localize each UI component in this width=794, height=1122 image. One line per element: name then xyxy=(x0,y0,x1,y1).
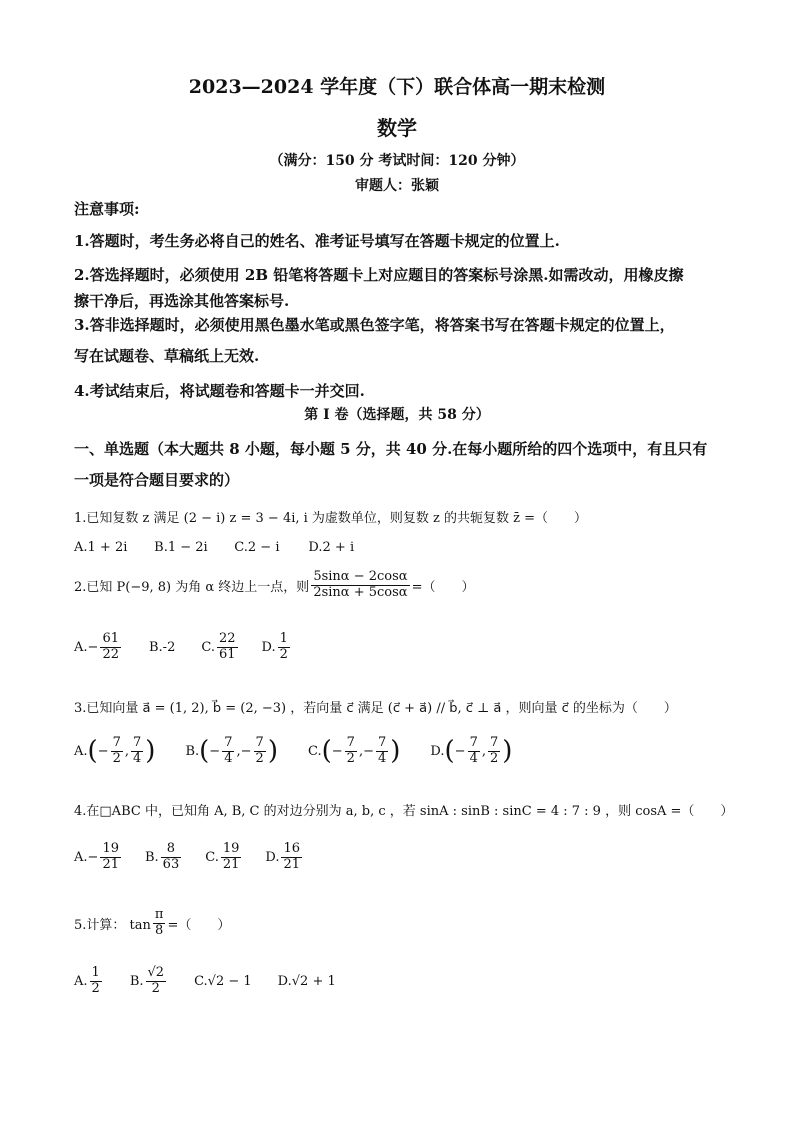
q3-a-frac2 xyxy=(131,736,143,767)
q3-a-n2: 7 xyxy=(133,735,142,750)
q2-stem-pre: 2.已知 P(−9, 8) 为角 α 终边上一点，则 xyxy=(74,579,310,595)
q5-option-b-label: B. xyxy=(129,973,144,989)
q4-options xyxy=(74,842,304,873)
q4-d-den: 21 xyxy=(283,856,301,872)
q4-option-d xyxy=(281,842,302,873)
q2-stem xyxy=(74,570,474,601)
q3-options: A. ( − $\frac{7}{2}$ , $\frac{7}{4}$ ) B. ( − $\frac{7}{4}$ , − $\frac{7}{2}$ ) C. ( − $\frac{7}{2}$ , − $\frac{7}{4}$ ) D. ( − $\frac{7}{4}$ , $\frac{7}{2}$ ) xyxy=(74,735,513,767)
q4-a-num: 19 xyxy=(102,841,119,856)
q5-option-a-label: A. xyxy=(74,973,88,989)
q2-fraction-num: 5sinα − 2cosα xyxy=(313,569,408,584)
q3-d-d1: 4 xyxy=(469,750,478,766)
note-4: 4.考试结束后，将试题卷和答题卡一并交回. xyxy=(74,382,365,400)
q2-fraction xyxy=(311,570,409,601)
q3-option-a-label: A. xyxy=(74,743,88,759)
q1-options xyxy=(74,540,354,555)
q3-c-sign2: − xyxy=(363,743,374,759)
q2-options xyxy=(74,632,292,663)
q4-a-den: 21 xyxy=(102,856,119,872)
q4-c-den: 21 xyxy=(222,856,240,872)
q3-d-lparen: ( xyxy=(444,736,455,767)
part-1-heading: 第 I 卷（选择题，共 58 分） xyxy=(304,407,490,423)
q3-d-frac1 xyxy=(468,736,480,767)
q5-a-num: 1 xyxy=(91,965,100,980)
q5-option-d: D.√2 + 1 xyxy=(277,973,336,989)
q3-b-n1: 7 xyxy=(224,735,233,750)
q3-option-d-label: D. xyxy=(430,743,445,759)
reviewer: 审题人：张颖 xyxy=(355,178,439,194)
section-1-line-1: 一、单选题（本大题共 8 小题，每小题 5 分，共 40 分.在每小题所给的四个选项中，有且只有 xyxy=(74,440,708,458)
subject-title: 数学 xyxy=(377,116,417,140)
q3-a-frac1 xyxy=(111,736,123,767)
q2-d-num: 1 xyxy=(279,631,288,646)
note-2a: 2.答选择题时，必须使用 2B 铅笔将答题卡上对应题目的答案标号涂黑.如需改动，用橡皮擦 xyxy=(74,266,684,284)
q3-a-n1: 7 xyxy=(112,735,121,750)
note-2b: 擦干净后，再选涂其他答案标号. xyxy=(74,292,290,310)
q5-option-c: C.√2 − 1 xyxy=(194,973,252,989)
q5-fraction-den: 8 xyxy=(155,922,164,938)
q3-b-sign2: − xyxy=(240,743,252,759)
q1-option-b: B.1 − 2i xyxy=(154,540,208,555)
q2-fraction-den: 2sinα + 5cosα xyxy=(313,584,408,600)
q2-option-a-label: A. xyxy=(74,639,88,655)
q2-option-d-label: D. xyxy=(261,639,276,655)
q3-stem: 3.已知向量 a⃗ = (1, 2), b⃗ = (2, −3) ，若向量 c⃗ 满足 (c⃗ + a⃗) // b⃗, c⃗ ⊥ a⃗ ，则向量 c⃗ 的坐标为（ ） xyxy=(74,701,677,716)
q1-option-d: D.2 + i xyxy=(308,540,355,555)
q3-c-n2: 7 xyxy=(377,735,387,750)
q2-option-a xyxy=(100,632,121,663)
q3-a-sign1: − xyxy=(97,743,109,759)
q4-stem: 4.在□ABC 中，已知角 A, B, C 的对边分别为 a, b, c ，若 sinA : sinB : sinC = 4 : 7 : 9 ，则 cosA =（ ） xyxy=(74,804,734,819)
q3-c-frac2 xyxy=(376,736,388,767)
q4-c-num: 19 xyxy=(222,841,240,856)
q3-c-lparen: ( xyxy=(321,736,332,767)
q3-d-d2: 2 xyxy=(490,750,499,766)
exam-meta: （满分：150 分 考试时间：120 分钟） xyxy=(269,153,525,169)
q3-d-sign1: − xyxy=(454,743,466,759)
q5-option-b xyxy=(146,966,167,997)
q3-b-d2: 2 xyxy=(255,750,264,766)
q3-b-lparen: ( xyxy=(199,736,210,767)
q4-d-num: 16 xyxy=(283,841,301,856)
q3-d-frac2 xyxy=(488,736,500,767)
q4-b-den: 63 xyxy=(162,856,180,872)
q2-d-den: 2 xyxy=(279,646,288,662)
q5-stem xyxy=(74,908,230,939)
q3-c-d1: 2 xyxy=(346,750,355,766)
q4-option-c-label: C. xyxy=(205,849,219,865)
q1-stem: 1.已知复数 z 满足 (2 − i) z = 3 − 4i, i 为虚数单位，则复数 z 的共轭复数 z̄ =（ ） xyxy=(74,511,588,526)
q3-b-d1: 4 xyxy=(224,750,233,766)
q4-option-a-label: A. xyxy=(74,849,88,865)
q4-option-a xyxy=(100,842,121,873)
q5-b-den: 2 xyxy=(151,980,160,996)
q3-option-c-label: C. xyxy=(307,743,322,759)
q3-b-rparen: ) xyxy=(267,736,278,767)
q3-d-n1: 7 xyxy=(469,735,478,750)
q1-option-c: C.2 − i xyxy=(234,540,280,555)
q4-option-d-label: D. xyxy=(265,849,280,865)
q5-b-num: √2 xyxy=(147,965,165,980)
q2-option-d xyxy=(278,632,290,663)
q2-stem-post: =（ ） xyxy=(411,579,475,595)
q2-c-den: 61 xyxy=(218,646,236,662)
q2-option-b: B.-2 xyxy=(148,639,176,655)
q3-c-n1: 7 xyxy=(346,735,355,750)
q2-a-num: 61 xyxy=(102,631,119,646)
q4-b-num: 8 xyxy=(161,842,182,858)
q3-c-rparen: ) xyxy=(390,736,401,767)
q2-a-den: 22 xyxy=(102,646,119,662)
q3-b-frac2 xyxy=(254,736,266,767)
q3-b-frac1 xyxy=(222,736,234,767)
q4-option-b-label: B. xyxy=(144,849,159,865)
q3-b-n2: 7 xyxy=(255,735,264,750)
q5-fraction xyxy=(153,908,166,939)
q3-a-d2: 4 xyxy=(133,750,142,766)
q3-a-lparen: ( xyxy=(87,736,98,767)
q2-c-num: 22 xyxy=(218,631,236,646)
q5-fraction-num: π xyxy=(154,907,164,922)
q3-d-rparen: ) xyxy=(502,736,513,767)
q2-option-c xyxy=(217,632,238,663)
q2-option-a-sign: − xyxy=(87,639,99,655)
q5-stem-post: =（ ） xyxy=(167,917,231,933)
q3-a-d1: 2 xyxy=(112,750,121,766)
q3-c-sign1: − xyxy=(331,743,343,759)
q5-stem-pre: 5.计算： tan xyxy=(74,917,151,933)
q4-option-b xyxy=(161,842,182,873)
q3-c-d2: 4 xyxy=(377,750,387,766)
q4-option-a-sign: − xyxy=(87,849,99,865)
note-3b: 写在试题卷、草稿纸上无效. xyxy=(74,347,260,365)
q1-option-a: A.1 + 2i xyxy=(74,540,128,555)
exam-title: 2023—2024 学年度（下）联合体高一期末检测 xyxy=(188,76,606,98)
note-1: 1.答题时，考生务必将自己的姓名、准考证号填写在答题卡规定的位置上. xyxy=(74,232,560,250)
q3-b-sign1: − xyxy=(209,743,221,759)
q2-option-c-label: C. xyxy=(201,639,215,655)
q3-option-b-label: B. xyxy=(185,743,200,759)
q5-options xyxy=(74,966,336,997)
q5-option-a xyxy=(90,966,102,997)
q3-c-frac1 xyxy=(345,736,357,767)
note-3a: 3.答非选择题时，必须使用黑色墨水笔或黑色签字笔，将答案书写在答题卡规定的位置上， xyxy=(74,316,675,334)
q3-d-n2: 7 xyxy=(490,735,499,750)
q5-a-den: 2 xyxy=(91,980,100,996)
section-1-line-2: 一项是符合题目要求的） xyxy=(74,471,240,489)
q3-a-rparen: ) xyxy=(145,736,156,767)
notes-heading: 注意事项: xyxy=(74,200,140,218)
q4-option-c xyxy=(221,842,242,873)
